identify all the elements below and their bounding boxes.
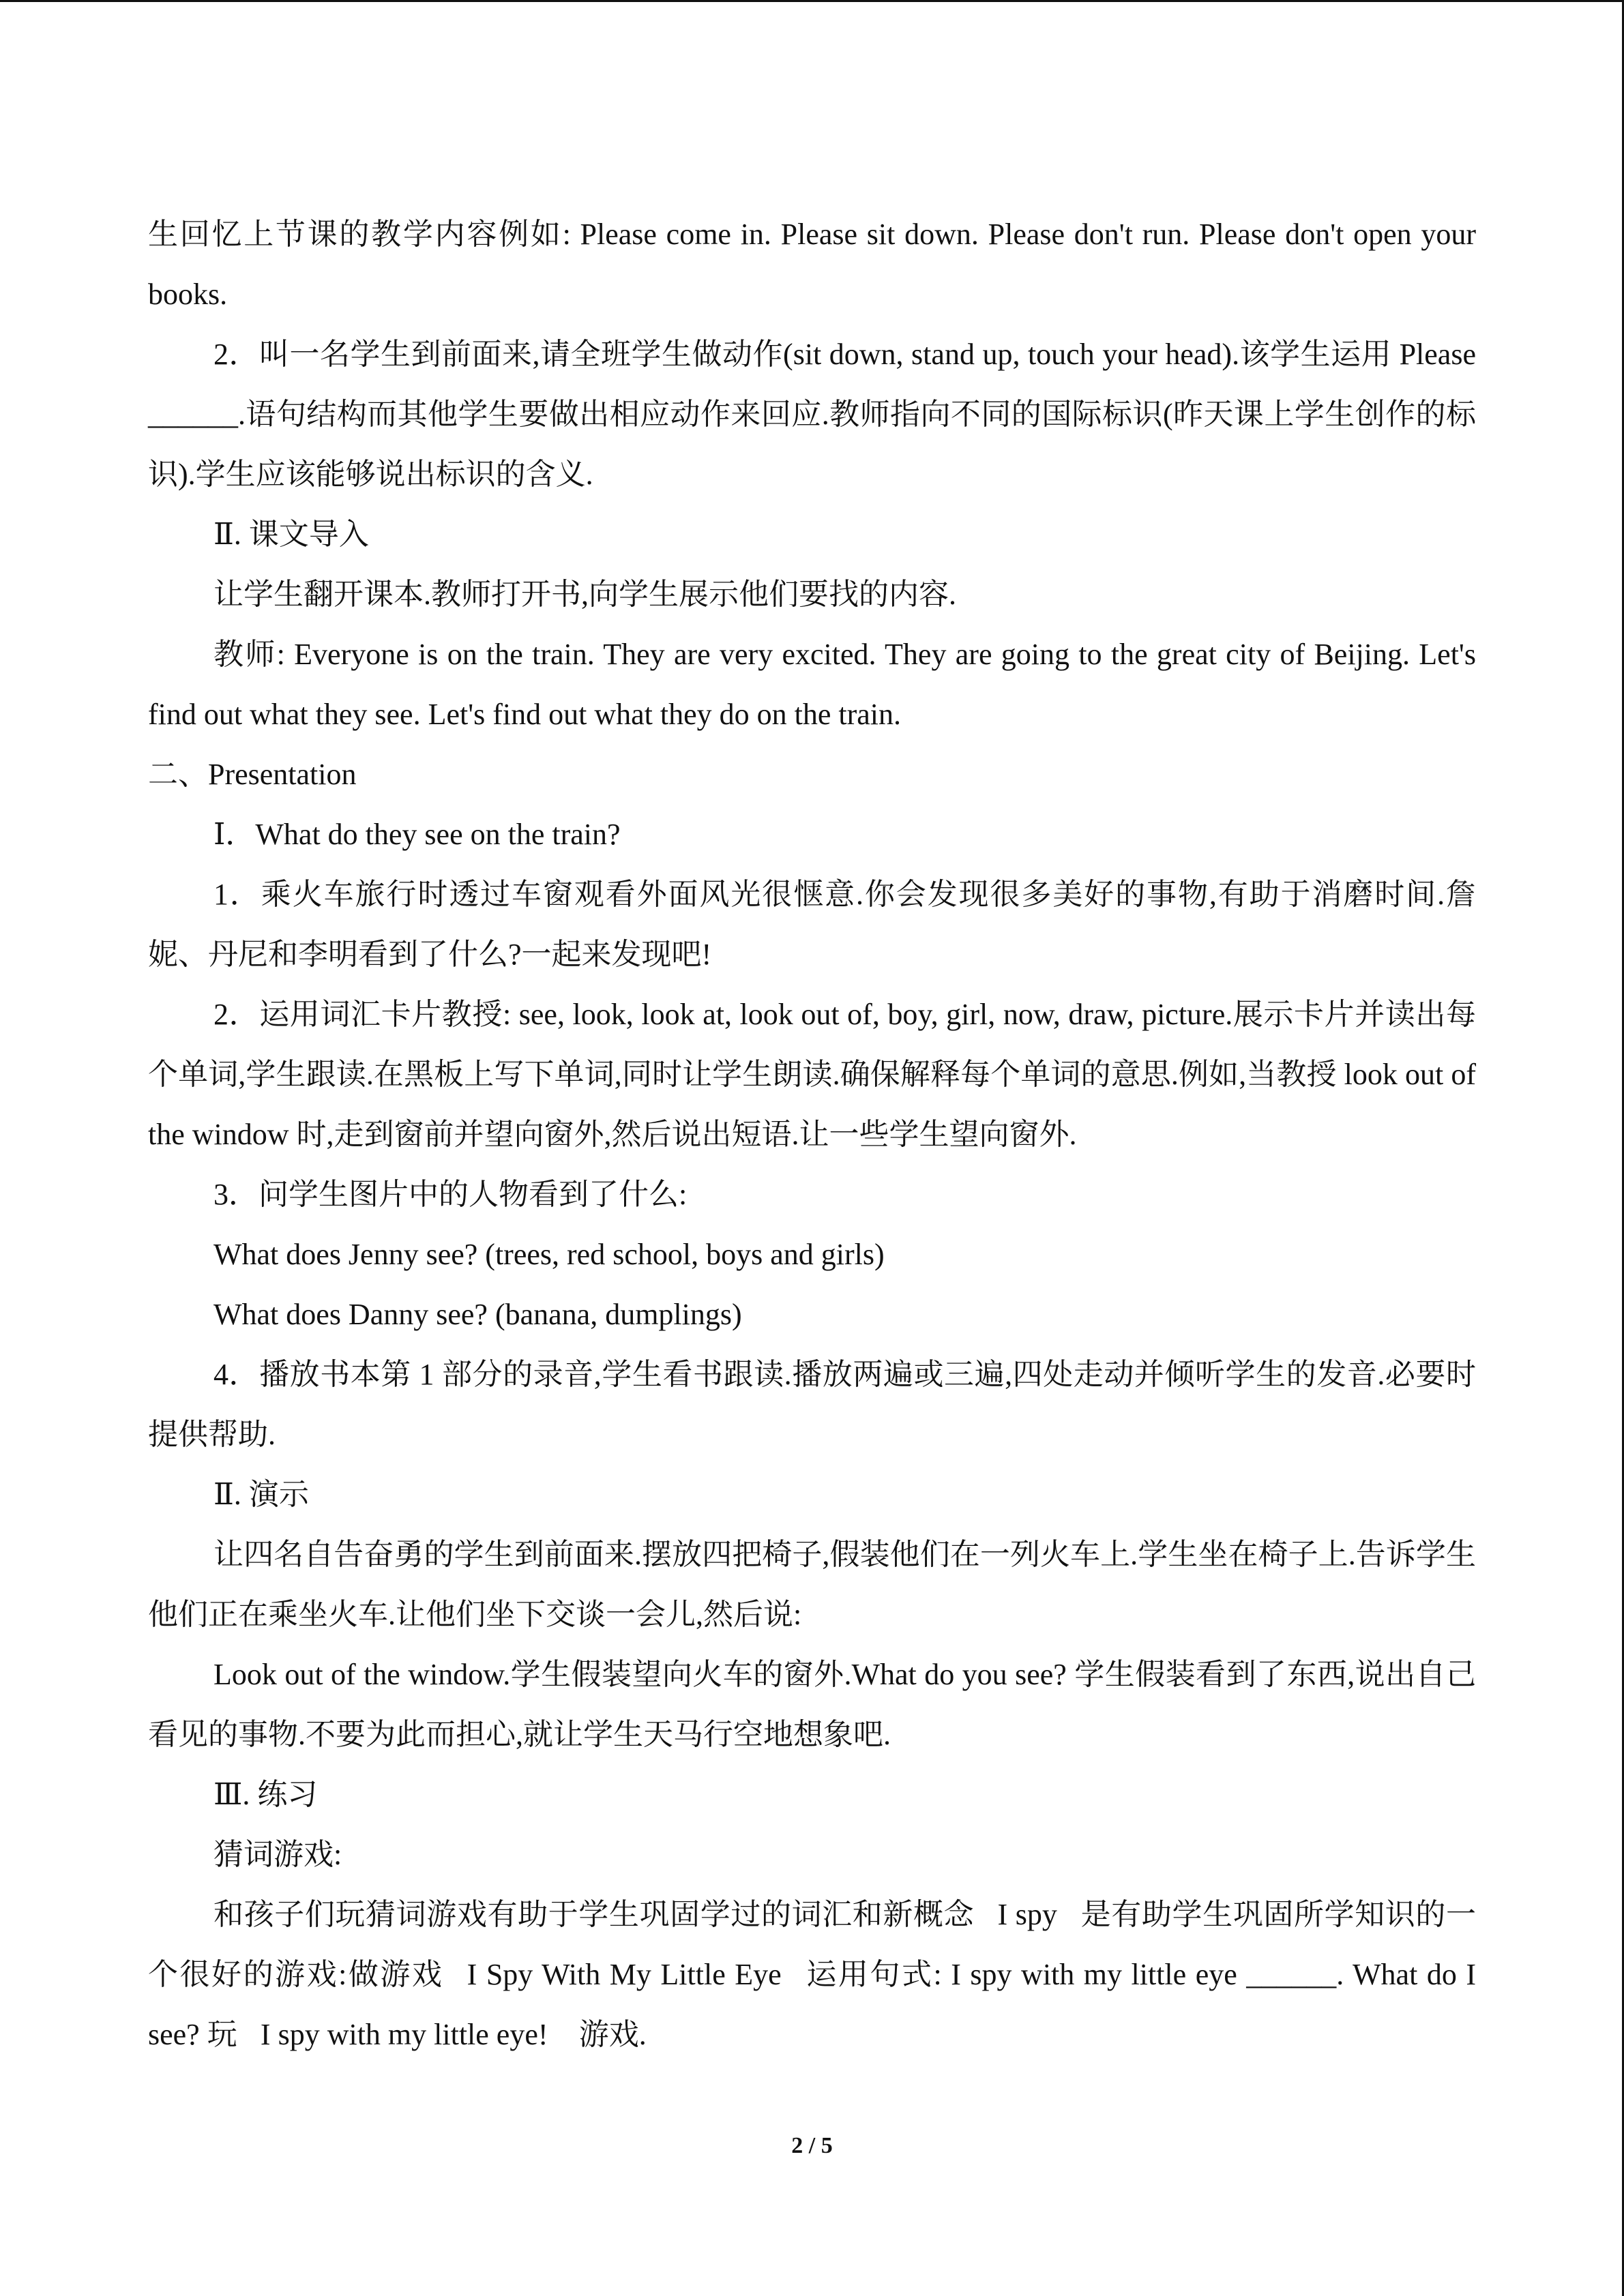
paragraph: 生回忆上节课的教学内容例如: Please come in. Please sit down. Please don't run. Please don't open your books.	[148, 218, 1476, 311]
section-heading: Ⅰ．What do they see on the train?	[213, 818, 621, 851]
section-heading: Ⅲ. 练习	[213, 1778, 318, 1811]
section-heading: Ⅱ. 课文导入	[213, 518, 369, 551]
paragraph: Look out of the window.学生假装望向火车的窗外.What do you see? 学生假装看到了东西,说出自己看见的事物.不要为此而担心,就让学生天马行空地想象吧.	[148, 1658, 1476, 1751]
paragraph: 和孩子们玩猜词游戏有助于学生巩固学过的词汇和新概念 I spy 是有助学生巩固所学知识的一个很好的游戏:做游戏 I Spy With My Little Eye 运用句式: I spy with my little eye ______. What do I see? 玩 I spy with my little eye!  游戏.	[148, 1898, 1476, 2051]
paragraph: 1．乘火车旅行时透过车窗观看外面风光很惬意.你会发现很多美好的事物,有助于消磨时间.詹妮、丹尼和李明看到了什么?一起来发现吧!	[148, 878, 1476, 971]
top-border	[0, 0, 1624, 2]
paragraph: 2．叫一名学生到前面来,请全班学生做动作(sit down, stand up, touch your head).该学生运用 Please ______.语句结构而其他学生要做出相应动作来回应.教师指向不同的国际标识(昨天课上学生创作的标识).学生应该能够说出标识的含义.	[148, 338, 1476, 491]
paragraph: 4．播放书本第 1 部分的录音,学生看书跟读.播放两遍或三遍,四处走动并倾听学生的发音.必要时提供帮助.	[148, 1358, 1476, 1451]
paragraph: What does Jenny see? (trees, red school, boys and girls)	[213, 1238, 885, 1271]
paragraph: 猜词游戏:	[213, 1838, 342, 1871]
section-heading: Ⅱ. 演示	[213, 1478, 309, 1511]
paragraph: 让学生翻开课本.教师打开书,向学生展示他们要找的内容.	[213, 578, 956, 611]
section-heading: 二、Presentation	[148, 758, 357, 791]
paragraph: 教师: Everyone is on the train. They are very excited. They are going to the great city of Beijing. Let's find out what they see. Let's find out what they do on the train.	[148, 638, 1476, 731]
paragraph: 2．运用词汇卡片教授: see, look, look at, look out of, boy, girl, now, draw, picture.展示卡片并读出每个单词,学生跟读.在黑板上写下单词,同时让学生朗读.确保解释每个单词的意思.例如,当教授 look out of the window 时,走到窗前并望向窗外,然后说出短语.让一些学生望向窗外.	[148, 998, 1476, 1151]
paragraph: What does Danny see? (banana, dumplings)	[213, 1298, 742, 1331]
paragraph: 让四名自告奋勇的学生到前面来.摆放四把椅子,假装他们在一列火车上.学生坐在椅子上.告诉学生他们正在乘坐火车.让他们坐下交谈一会儿,然后说:	[148, 1538, 1476, 1631]
document-body	[148, 205, 1476, 2065]
paragraph: 3．问学生图片中的人物看到了什么:	[213, 1178, 688, 1211]
page-number: 2 / 5	[791, 2133, 833, 2158]
